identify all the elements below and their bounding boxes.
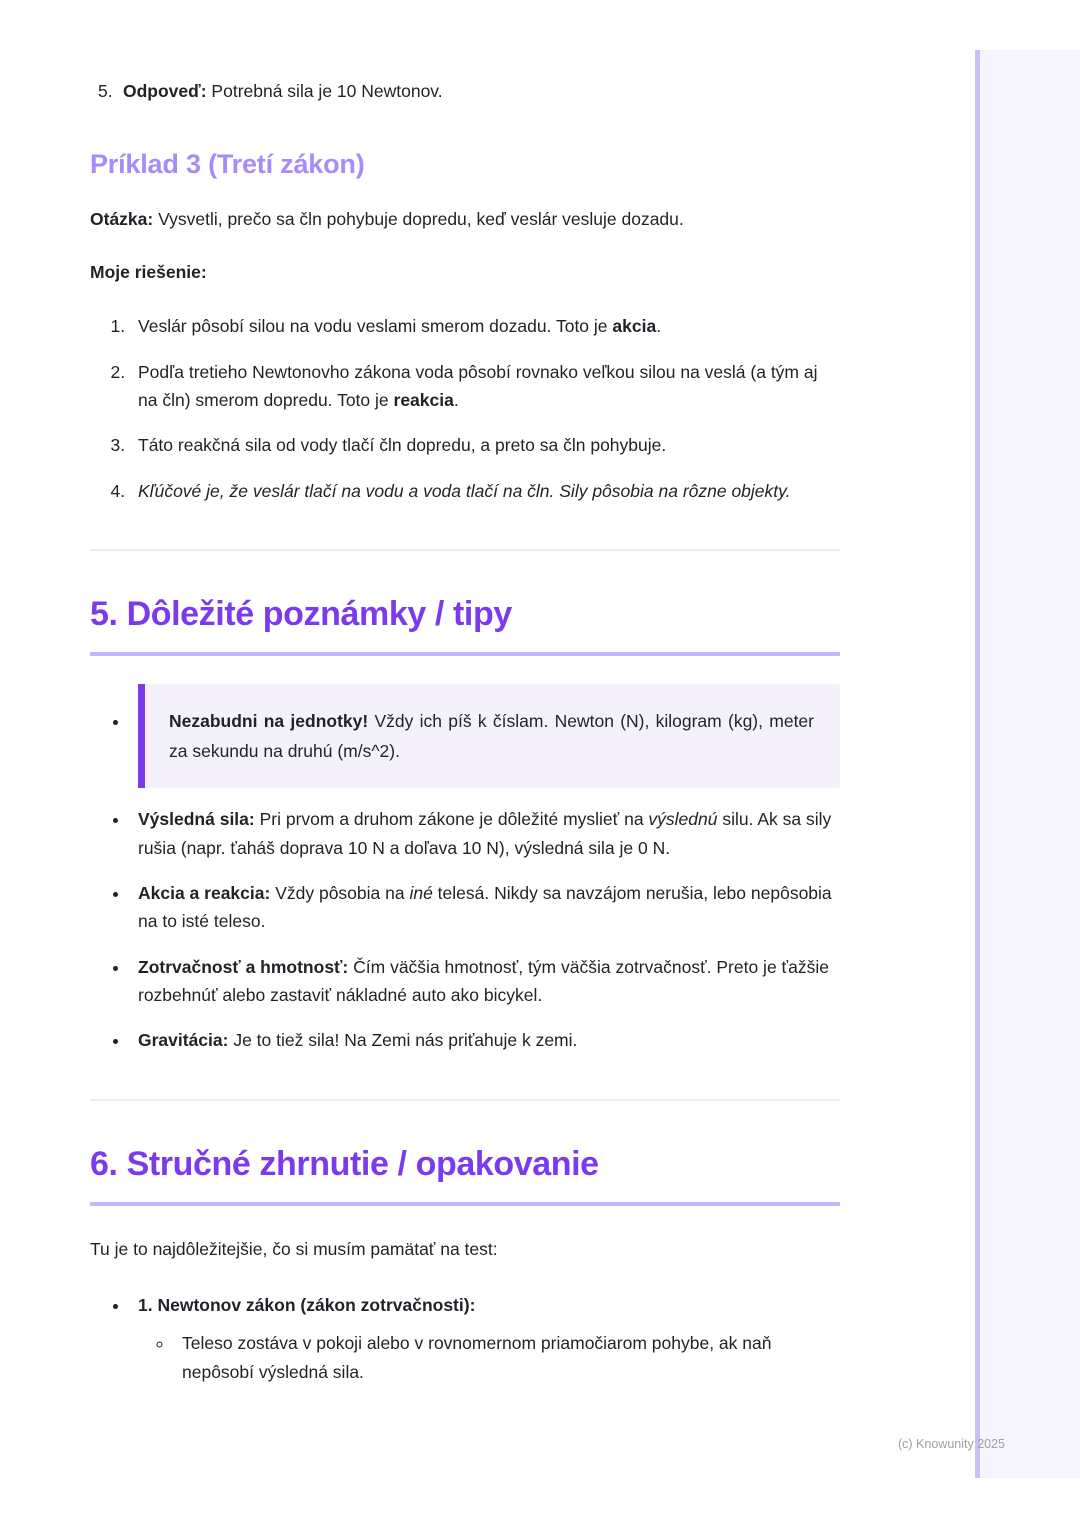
tip-bold: Akcia a reakcia: — [138, 882, 271, 903]
callout-text: Vždy ich píš k číslam. Newton (N), kilogram (kg), meter za sekundu na druhú (m/s^2). — [169, 711, 814, 762]
summary-list — [90, 1291, 840, 1386]
carryover-text: Potrebná sila je 10 Newtonov. — [206, 81, 443, 101]
question-text: Vysvetli, prečo sa čln pohybuje dopredu, keď veslár vesluje dozadu. — [153, 209, 684, 230]
solution-step — [130, 312, 840, 340]
step-text-pre: Veslár pôsobí silou na vodu veslami smerom dozadu. Toto je — [138, 316, 613, 337]
tip-item — [130, 805, 840, 862]
step-text-pre: Podľa tretieho Newtonovho zákona voda pôsobí rovnako veľkou silou na veslá (a tým aj na čln) smerom dopredu. Toto je — [138, 361, 818, 411]
solution-step — [130, 477, 840, 505]
carryover-marker: 5. — [98, 81, 113, 101]
tip-bold: Gravitácia: — [138, 1030, 229, 1051]
tip-bold: Zotrvačnosť a hmotnosť: — [138, 956, 349, 977]
question-label: Otázka: — [90, 209, 154, 230]
section-6-heading: 6. Stručné zhrnutie / opakovanie — [90, 1144, 599, 1183]
summary-item — [130, 1291, 840, 1386]
tip-post: silu. Ak sa sily rušia (napr. ťaháš doprava 10 N a doľava 10 N), výsledná sila je 0 N. — [138, 809, 832, 858]
question-paragraph — [90, 206, 840, 233]
tip-pre: Je to tiež sila! Na Zemi nás priťahuje k zemi. — [228, 1030, 578, 1051]
section-6-lead: Tu je to najdôležitejšie, čo si musím pamätať na test: — [90, 1238, 498, 1259]
summary-subitem: ◦ Teleso zostáva v pokoji alebo v rovnomernom priamočiarom pohybe, ak naň nepôsobí výsledná sila. — [174, 1329, 840, 1386]
example-3-heading: Príklad 3 (Tretí zákon) — [90, 149, 365, 180]
section-5-underline — [90, 652, 840, 656]
solution-step — [130, 431, 840, 459]
step-italic: Kľúčové je, že veslár tlačí na vodu a voda tlačí na čln. Sily pôsobia na rôzne objekty. — [138, 480, 791, 501]
tip-bold: Výsledná sila: — [138, 809, 255, 830]
tip-post: telesá. Nikdy sa navzájom nerušia, lebo nepôsobia na to isté teleso. — [138, 882, 832, 932]
tip-item — [130, 1026, 840, 1054]
tip-italic: iné — [409, 882, 433, 903]
step-text-pre: Táto reakčná sila od vody tlačí čln dopredu, a preto sa čln pohybuje. — [138, 435, 667, 456]
section-divider — [90, 1099, 840, 1101]
solution-steps-list — [90, 312, 840, 505]
section-divider — [90, 549, 840, 551]
step-text-post: . — [453, 390, 459, 411]
tip-callout-item — [130, 684, 840, 788]
carryover-list-item — [90, 78, 840, 105]
step-bold: reakcia — [393, 390, 454, 411]
tip-pre: Vždy pôsobia na — [270, 882, 410, 903]
section-6-underline — [90, 1202, 840, 1206]
carryover-list — [90, 78, 840, 105]
units-callout — [138, 684, 840, 788]
step-text-post: . — [656, 316, 662, 337]
tips-list — [90, 684, 840, 1055]
callout-bold: Nezabudni na jednotky! — [169, 711, 369, 732]
step-bold: akcia — [612, 316, 657, 337]
summary-title: 1. Newtonov zákon (zákon zotrvačnosti): — [138, 1294, 476, 1315]
section-5-heading: 5. Dôležité poznámky / tipy — [90, 595, 512, 634]
right-side-purple-rule — [975, 50, 980, 1478]
tip-pre: Čím väčšia hmotnosť, tým väčšia zotrvačnosť. Preto je ťažšie rozbehnúť alebo zastaviť nákladné auto ako bicykel. — [138, 956, 829, 1005]
tip-item — [130, 953, 840, 1010]
solution-step — [130, 358, 840, 415]
right-side-panel — [975, 50, 1080, 1478]
solution-label — [90, 259, 840, 286]
tip-italic: výslednú — [648, 809, 718, 830]
copyright-watermark: (c) Knowunity 2025 — [898, 1437, 1006, 1451]
solution-label-text: Moje riešenie: — [90, 262, 207, 283]
carryover-label: Odpoveď: — [123, 81, 207, 101]
tip-item — [130, 879, 840, 936]
summary-sublist — [138, 1329, 840, 1386]
tip-pre: Pri prvom a druhom zákone je dôležité myslieť na — [254, 809, 649, 830]
